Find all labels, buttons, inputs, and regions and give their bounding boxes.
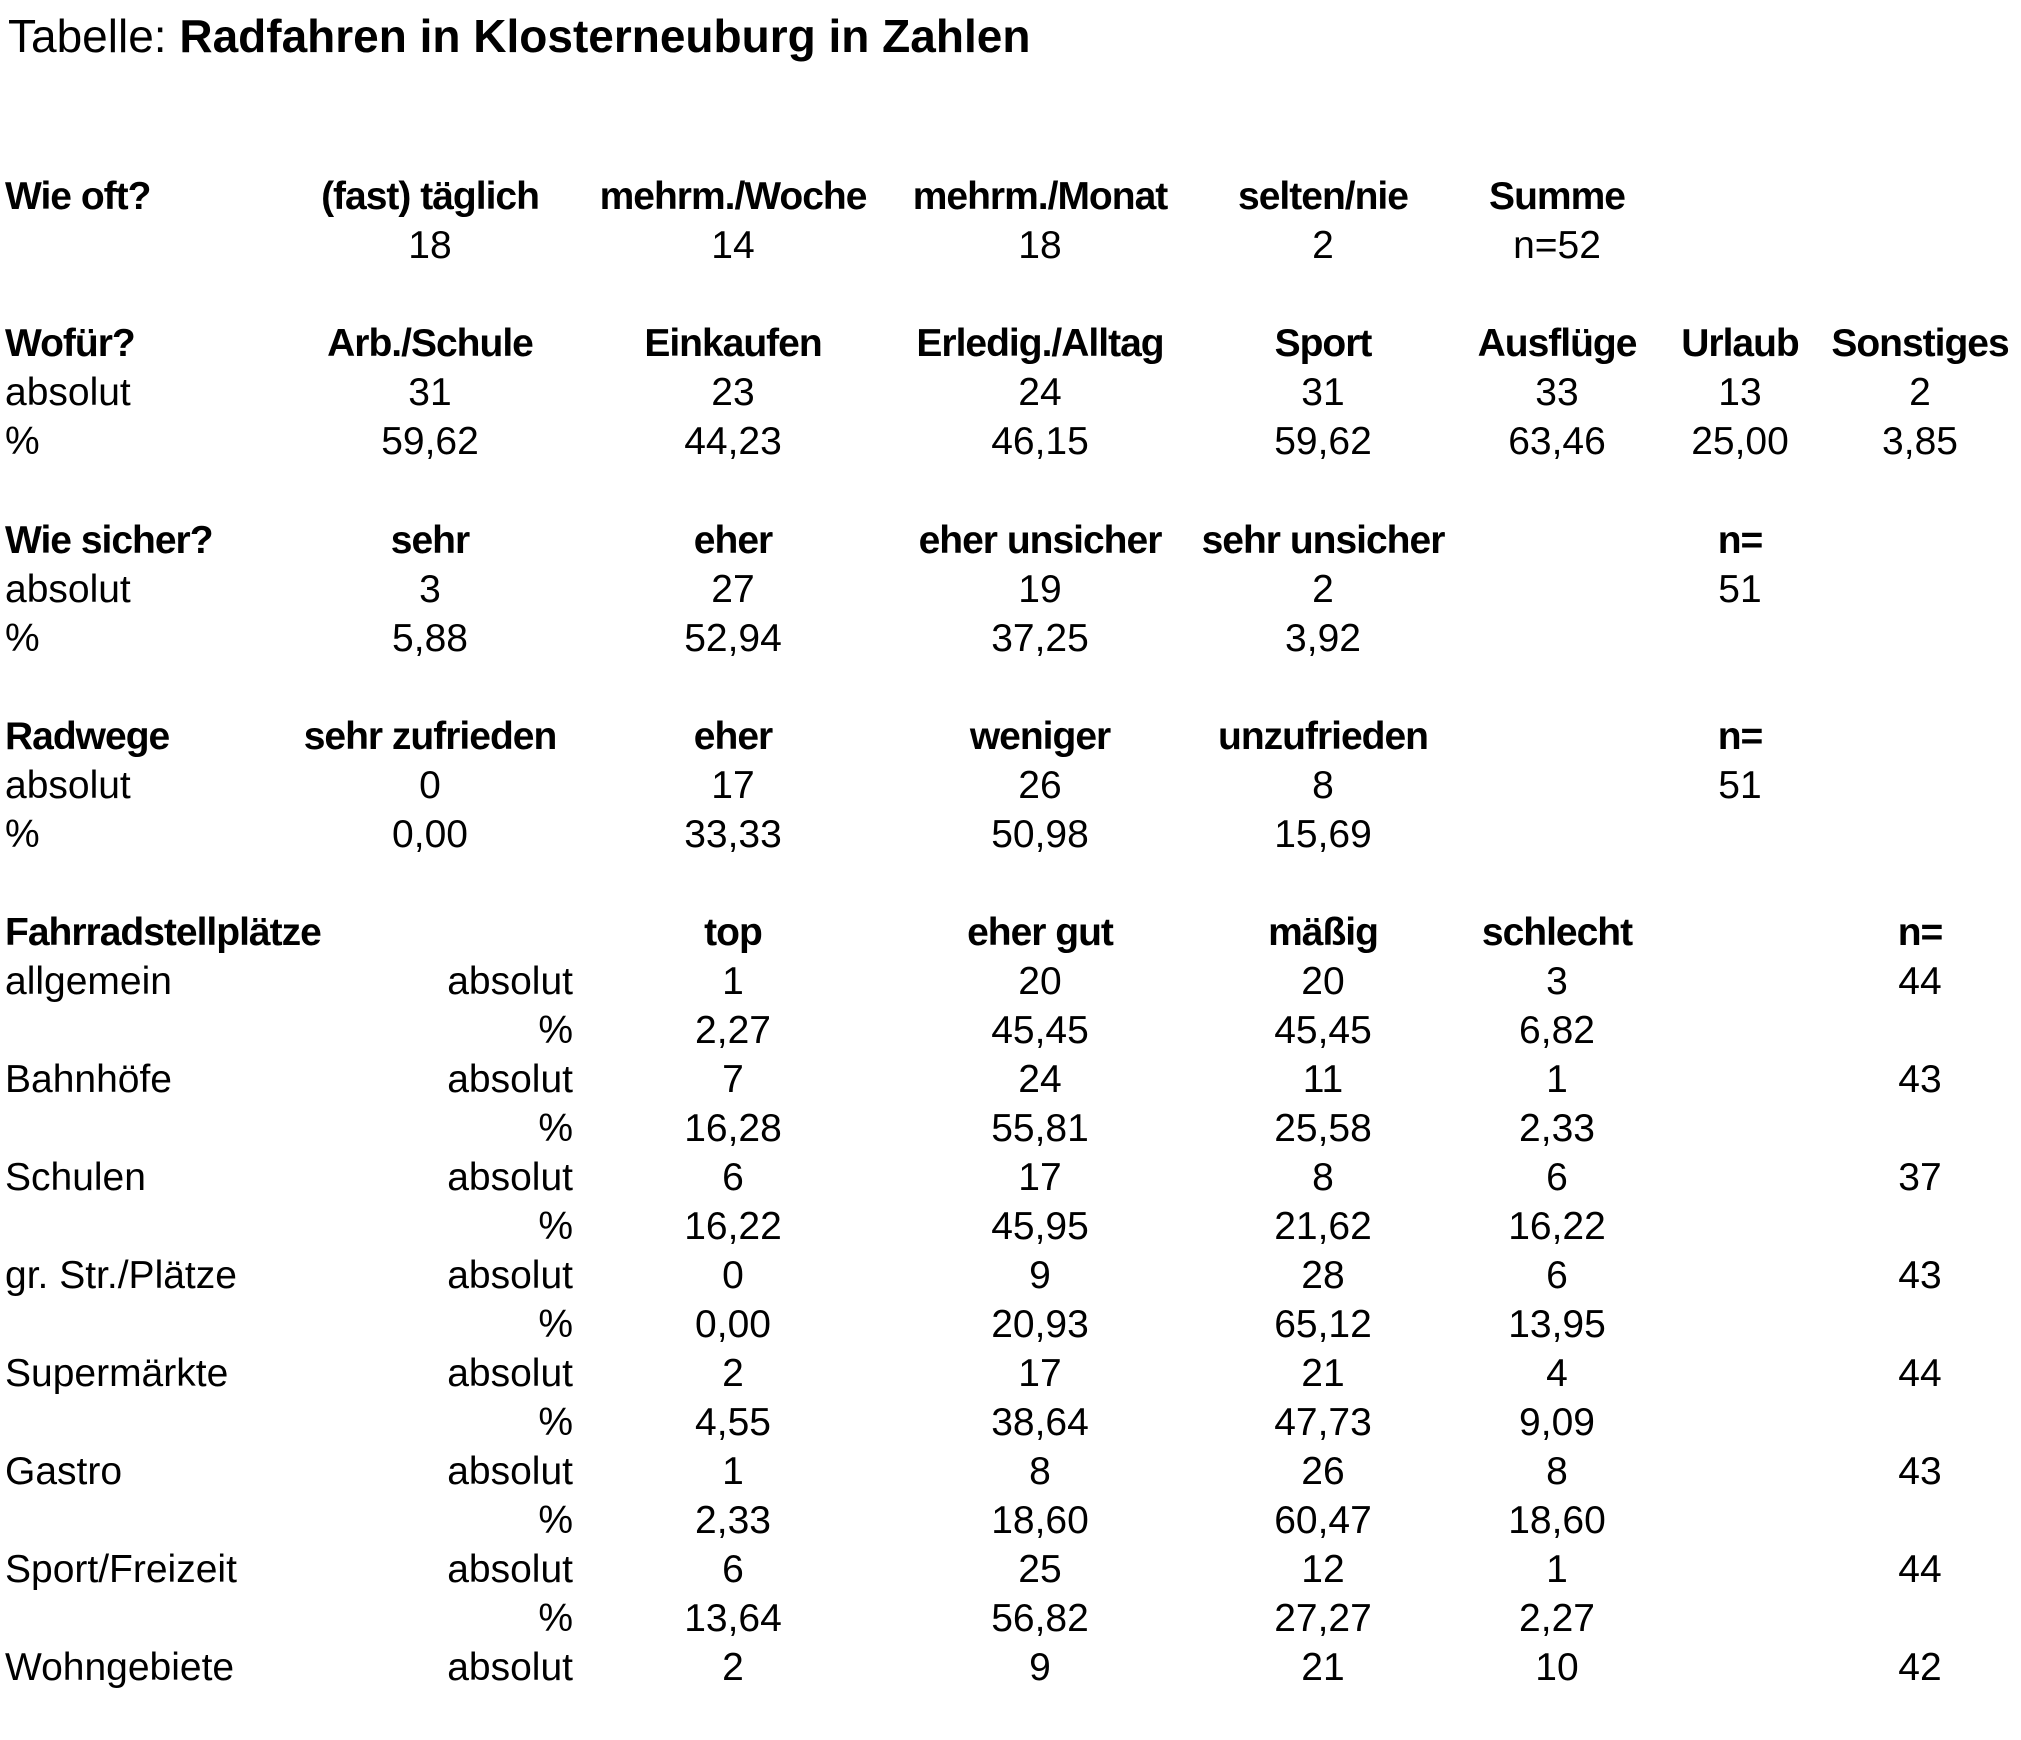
table-cell: 7 (722, 1058, 744, 1101)
table-cell: 27 (711, 568, 755, 611)
table-cell: 46,15 (991, 420, 1089, 463)
table-cell: 12 (1301, 1548, 1345, 1591)
column-header: Sport (1274, 322, 1372, 365)
column-header: weniger (969, 715, 1111, 758)
column-header: mehrm./Woche (599, 175, 867, 218)
table-cell: 6 (722, 1548, 744, 1591)
table-cell: 65,12 (1274, 1303, 1372, 1346)
table-cell: 33,33 (684, 813, 782, 856)
table-cell: 16,22 (684, 1205, 782, 1248)
row-label: % (5, 813, 40, 856)
table-cell: 2 (1312, 568, 1334, 611)
section-label: Fahrradstellplätze (5, 911, 321, 954)
table-cell: 59,62 (381, 420, 479, 463)
table-cell: 47,73 (1274, 1401, 1372, 1444)
table-cell: 13,95 (1508, 1303, 1606, 1346)
table-cell: 3,85 (1882, 420, 1958, 463)
table-cell: 0 (419, 764, 441, 807)
table-cell: 11 (1302, 1058, 1344, 1101)
table-cell: 8 (1312, 764, 1334, 807)
table-cell: 0 (722, 1254, 744, 1297)
row-label: Wohngebiete (5, 1646, 235, 1689)
table-cell: 38,64 (991, 1401, 1089, 1444)
table-cell: 3 (419, 568, 441, 611)
column-header: Erledig./Alltag (916, 322, 1164, 365)
table-cell: 1 (722, 1450, 744, 1493)
table-cell: 18 (1018, 224, 1062, 267)
table-cell: 17 (711, 764, 755, 807)
table-cell: 33 (1535, 371, 1579, 414)
row-label: Supermärkte (5, 1352, 229, 1395)
table-cell: 4,55 (695, 1401, 771, 1444)
table-cell: 28 (1301, 1254, 1345, 1297)
table-cell: 10 (1535, 1646, 1579, 1689)
table-cell: 2 (1909, 371, 1931, 414)
table-cell: 25 (1018, 1548, 1062, 1591)
column-header: Einkaufen (644, 322, 822, 365)
table-cell: 20 (1018, 960, 1062, 1003)
column-header: Urlaub (1681, 322, 1799, 365)
table-cell: 2,27 (1519, 1597, 1595, 1640)
table-cell: 9 (1029, 1646, 1051, 1689)
row-label: absolut (5, 764, 131, 807)
column-header: eher gut (967, 911, 1113, 954)
table-cell: 21,62 (1274, 1205, 1372, 1248)
row-type-label: % (538, 1499, 573, 1542)
table-cell: 0,00 (695, 1303, 771, 1346)
column-header: schlecht (1481, 911, 1633, 954)
column-header: eher (693, 715, 773, 758)
column-header: (fast) täglich (321, 175, 539, 218)
column-header: top (704, 911, 762, 954)
row-label: absolut (5, 568, 131, 611)
table-cell: 31 (408, 371, 452, 414)
row-label: Bahnhöfe (5, 1058, 172, 1101)
column-header: Summe (1489, 175, 1625, 218)
table-cell: 15,69 (1274, 813, 1372, 856)
table-cell: 51 (1718, 764, 1762, 807)
table-cell: 24 (1018, 1058, 1062, 1101)
title-prefix: Tabelle: (8, 10, 167, 62)
row-type-label: % (538, 1009, 573, 1052)
column-header: n= (1717, 715, 1763, 758)
row-label: % (5, 420, 40, 463)
table-cell: 26 (1301, 1450, 1345, 1493)
table-cell: n=52 (1513, 224, 1601, 267)
row-label: Gastro (5, 1450, 123, 1493)
row-type-label: absolut (447, 1450, 573, 1493)
table-cell: 44 (1898, 960, 1942, 1003)
title-main: Radfahren in Klosterneuburg in Zahlen (179, 10, 1031, 62)
column-header: sehr zufrieden (303, 715, 557, 758)
table-cell: 9,09 (1519, 1401, 1595, 1444)
table-cell: 8 (1029, 1450, 1051, 1493)
table-cell: 20 (1301, 960, 1345, 1003)
table-cell: 2 (722, 1352, 744, 1395)
column-header: Arb./Schule (327, 322, 533, 365)
table-cell: 16,28 (684, 1107, 782, 1150)
table-cell: 52,94 (684, 617, 782, 660)
table-cell: 2,27 (695, 1009, 771, 1052)
table-cell: 2 (722, 1646, 744, 1689)
column-header: mäßig (1268, 911, 1378, 954)
table-cell: 26 (1018, 764, 1062, 807)
column-header: unzufrieden (1218, 715, 1428, 758)
table-cell: 6,82 (1519, 1009, 1595, 1052)
row-label: allgemein (5, 960, 172, 1003)
table-cell: 4 (1546, 1352, 1568, 1395)
table-cell: 0,00 (392, 813, 468, 856)
table-cell: 27,27 (1274, 1597, 1372, 1640)
column-header: mehrm./Monat (912, 175, 1168, 218)
table-cell: 5,88 (392, 617, 468, 660)
table-cell: 1 (722, 960, 744, 1003)
table-cell: 18 (408, 224, 452, 267)
table-cell: 17 (1018, 1352, 1062, 1395)
table-cell: 43 (1898, 1254, 1942, 1297)
table-cell: 31 (1301, 371, 1345, 414)
row-label: % (5, 617, 40, 660)
table-cell: 2,33 (1519, 1107, 1595, 1150)
column-header: sehr unsicher (1201, 519, 1445, 562)
table-cell: 44 (1898, 1548, 1942, 1591)
table-cell: 42 (1898, 1646, 1942, 1689)
table-cell: 19 (1018, 568, 1062, 611)
table-cell: 60,47 (1274, 1499, 1372, 1542)
table-cell: 44,23 (684, 420, 782, 463)
column-header: selten/nie (1238, 175, 1408, 218)
row-label: Sport/Freizeit (5, 1548, 237, 1591)
column-header: n= (1717, 519, 1763, 562)
table-cell: 17 (1018, 1156, 1062, 1199)
table-cell: 63,46 (1508, 420, 1606, 463)
section-label: Wie sicher? (5, 519, 213, 562)
table-cell: 2 (1312, 224, 1334, 267)
row-label: absolut (5, 371, 131, 414)
column-header: n= (1897, 911, 1943, 954)
row-type-label: % (538, 1597, 573, 1640)
table-cell: 8 (1312, 1156, 1334, 1199)
column-header: sehr (390, 519, 470, 562)
table-cell: 3 (1546, 960, 1568, 1003)
table-cell: 25,00 (1691, 420, 1789, 463)
row-type-label: absolut (447, 1058, 573, 1101)
section-label: Wie oft? (5, 175, 151, 218)
table-cell: 55,81 (991, 1107, 1089, 1150)
column-header: Ausflüge (1477, 322, 1637, 365)
table-cell: 37 (1898, 1156, 1942, 1199)
table-cell: 23 (711, 371, 755, 414)
table-cell: 9 (1029, 1254, 1051, 1297)
table-cell: 51 (1718, 568, 1762, 611)
row-type-label: % (538, 1303, 573, 1346)
table-cell: 13 (1718, 371, 1762, 414)
table-cell: 2,33 (695, 1499, 771, 1542)
row-type-label: % (538, 1401, 573, 1444)
table-cell: 1 (1546, 1548, 1568, 1591)
table-cell: 25,58 (1274, 1107, 1372, 1150)
table-cell: 59,62 (1274, 420, 1372, 463)
table-cell: 45,45 (1274, 1009, 1372, 1052)
row-type-label: absolut (447, 1352, 573, 1395)
table-cell: 21 (1301, 1646, 1345, 1689)
table-cell: 43 (1898, 1450, 1942, 1493)
table-cell: 3,92 (1285, 617, 1361, 660)
table-cell: 56,82 (991, 1597, 1089, 1640)
column-header: eher unsicher (918, 519, 1162, 562)
table-cell: 45,45 (991, 1009, 1089, 1052)
table-cell: 43 (1898, 1058, 1942, 1101)
page-title (8, 8, 1030, 64)
table-cell: 13,64 (684, 1597, 782, 1640)
section-label: Wofür? (5, 322, 135, 365)
table-cell: 44 (1898, 1352, 1942, 1395)
table-cell: 20,93 (991, 1303, 1089, 1346)
row-type-label: absolut (447, 1548, 573, 1591)
section-label: Radwege (5, 715, 170, 758)
row-type-label: absolut (447, 1156, 573, 1199)
table-cell: 50,98 (991, 813, 1089, 856)
table-cell: 8 (1546, 1450, 1568, 1493)
table-cell: 1 (1546, 1058, 1568, 1101)
table-cell: 16,22 (1508, 1205, 1606, 1248)
row-label: gr. Str./Plätze (5, 1254, 237, 1297)
row-type-label: absolut (447, 1646, 573, 1689)
row-type-label: absolut (447, 960, 573, 1003)
table-cell: 18,60 (1508, 1499, 1606, 1542)
table-cell: 18,60 (991, 1499, 1089, 1542)
table-cell: 6 (1546, 1254, 1568, 1297)
row-type-label: % (538, 1205, 573, 1248)
table-cell: 14 (711, 224, 755, 267)
row-type-label: % (538, 1107, 573, 1150)
table-cell: 21 (1301, 1352, 1345, 1395)
table-cell: 6 (1546, 1156, 1568, 1199)
column-header: eher (693, 519, 773, 562)
column-header: Sonstiges (1831, 322, 2009, 365)
table-cell: 24 (1018, 371, 1062, 414)
row-type-label: absolut (447, 1254, 573, 1297)
table-cell: 45,95 (991, 1205, 1089, 1248)
table-cell: 37,25 (991, 617, 1089, 660)
row-label: Schulen (5, 1156, 146, 1199)
table-cell: 6 (722, 1156, 744, 1199)
